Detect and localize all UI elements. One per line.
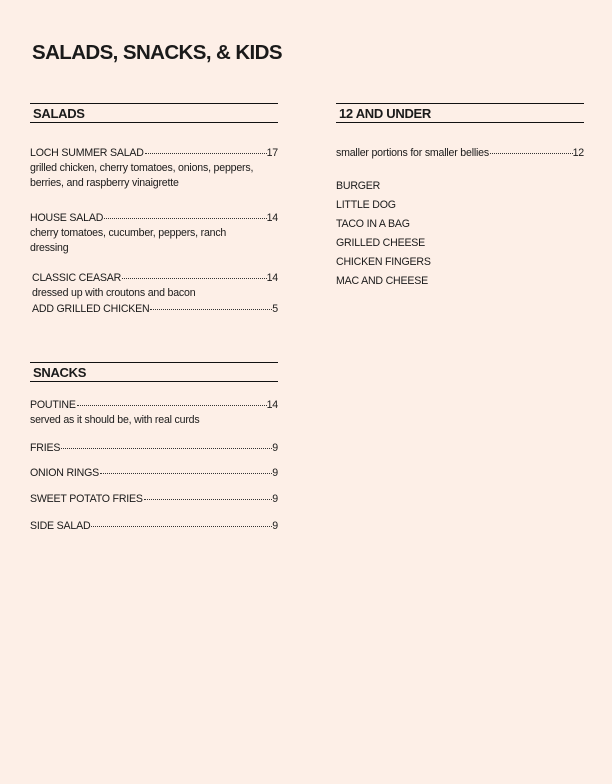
kids-item-list [336,177,584,291]
menu-item-fries [30,440,278,456]
kids-price: 12 [572,147,584,159]
menu-item-side-salad [30,518,278,534]
item-name: LOCH SUMMER SALAD [30,147,144,159]
item-name: SWEET POTATO FRIES [30,493,143,505]
menu-item-classic-ceasar [30,270,278,317]
item-price: 14 [266,212,278,224]
item-price: 14 [266,272,278,284]
item-line [30,518,278,534]
menu-item-house-salad [30,210,278,256]
kids-intro-text: smaller portions for smaller bellies [336,147,489,159]
dot-leader [100,463,272,474]
dot-leader [77,395,267,406]
kids-item: CHICKEN FINGERS [336,256,431,268]
item-name: FRIES [30,442,61,454]
item-description: served as it should be, with real curds [30,414,200,426]
dot-leader [122,268,267,279]
salads-section [30,103,278,317]
item-line [30,491,278,507]
kids-item: MAC AND CHEESE [336,275,428,287]
addon-name: ADD GRILLED CHICKEN [32,303,150,315]
item-price: 17 [266,147,278,159]
item-name: SIDE SALAD [30,520,91,532]
kids-heading: 12 AND UNDER [336,103,584,123]
addon-line [32,301,278,317]
item-description: grilled chicken, cherry tomatoes, onions, peppers, berries, and raspberry vinaigrette [30,162,254,189]
dot-leader [150,299,272,310]
item-name: CLASSIC CEASAR [32,272,122,284]
dot-leader [145,143,267,154]
item-line [30,145,278,161]
kids-item: BURGER [336,180,381,192]
item-name: ONION RINGS [30,467,100,479]
item-price: 9 [272,493,278,505]
item-price: 9 [272,467,278,479]
kids-item: LITTLE DOG [336,199,396,211]
item-description: dressed up with croutons and bacon [32,287,196,299]
item-name: HOUSE SALAD [30,212,104,224]
item-line [32,270,278,286]
item-price: 9 [272,442,278,454]
menu-item-loch-summer-salad [30,145,278,191]
item-line [336,145,584,161]
item-line [30,465,278,481]
dot-leader [104,208,266,219]
addon-price: 5 [272,303,278,315]
item-line [30,210,278,226]
menu-item-sweet-potato-fries [30,491,278,507]
item-price: 9 [272,520,278,532]
dot-leader [490,143,573,154]
kids-item: GRILLED CHEESE [336,237,426,249]
kids-section [336,103,584,291]
page-title: SALADS, SNACKS, & KIDS [32,41,282,64]
item-description: cherry tomatoes, cucumber, peppers, ranch dressing [30,227,227,254]
dot-leader [61,438,272,449]
item-line [30,440,278,456]
snacks-section [30,362,278,534]
item-price: 14 [266,399,278,411]
item-name: POUTINE [30,399,76,411]
dot-leader [91,516,272,527]
snacks-heading: SNACKS [30,362,278,382]
item-line [30,397,278,413]
salads-heading: SALADS [30,103,278,123]
menu-item-poutine [30,397,278,428]
kids-intro [336,145,584,161]
menu-item-onion-rings [30,465,278,481]
dot-leader [144,489,273,500]
kids-item: TACO IN A BAG [336,218,410,230]
